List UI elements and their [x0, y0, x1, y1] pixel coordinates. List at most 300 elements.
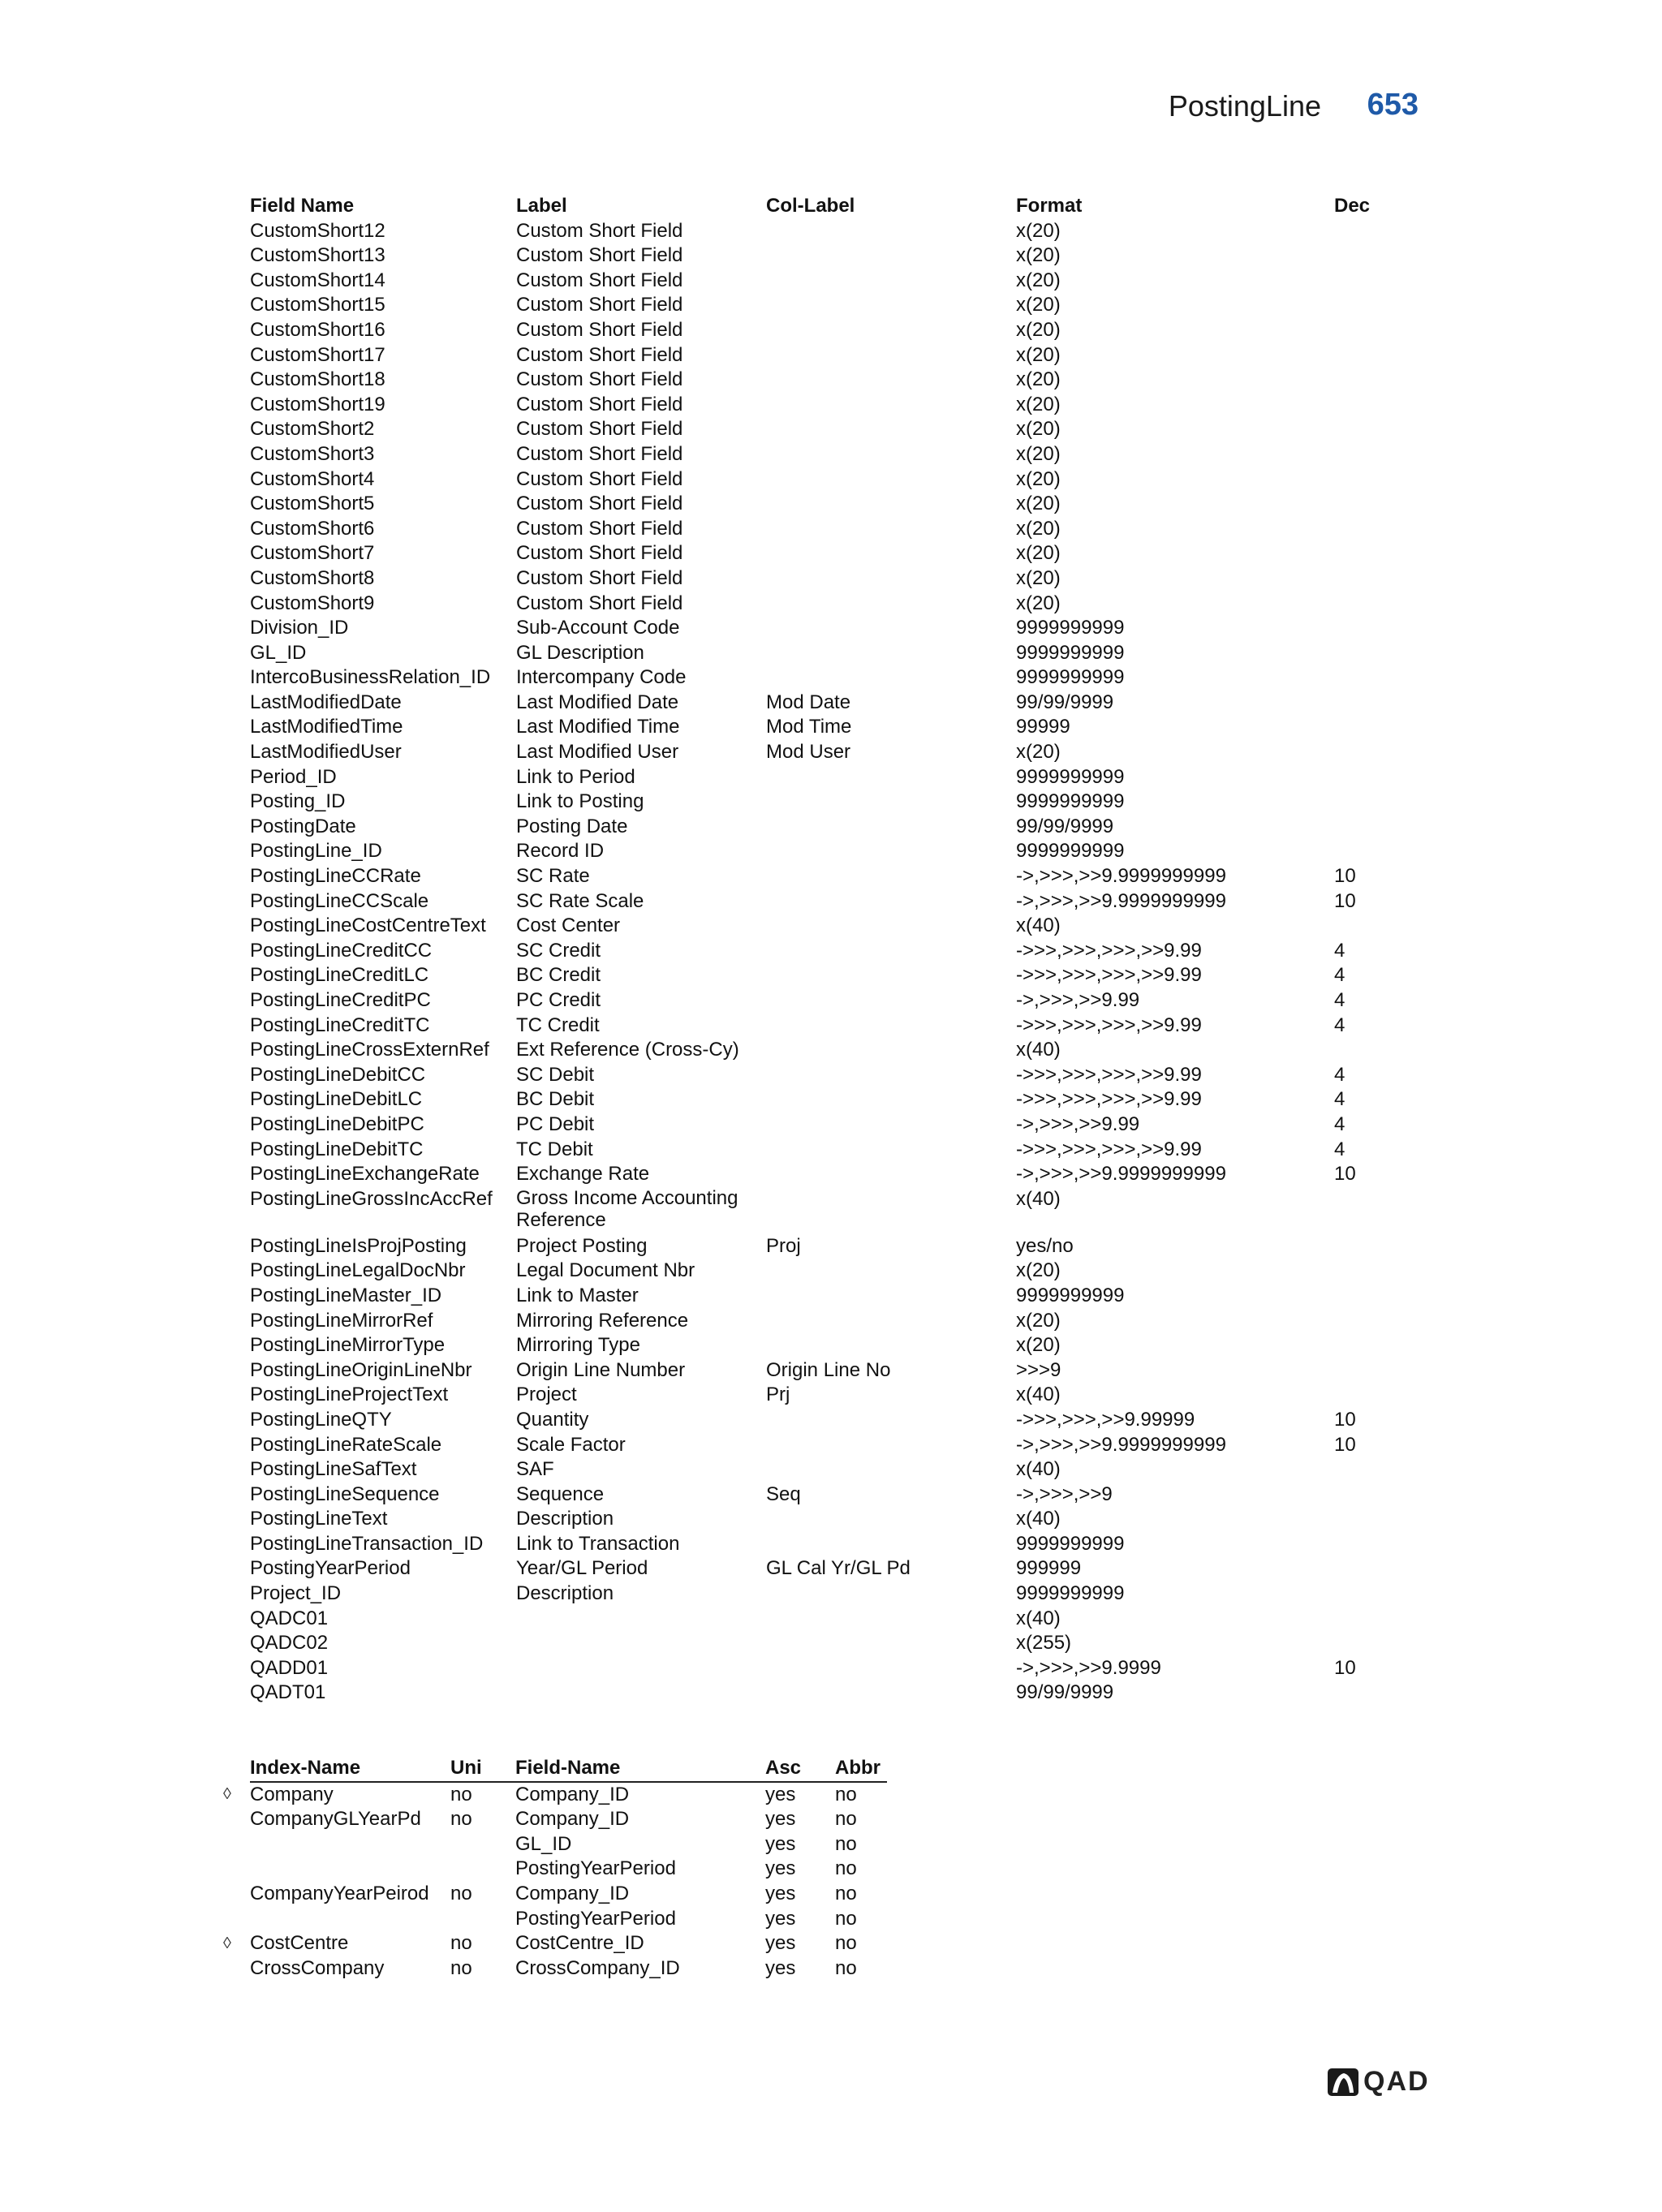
- col-label-cell: [766, 541, 1016, 566]
- table-row: [250, 740, 1399, 765]
- label-cell: Last Modified User: [516, 741, 679, 764]
- field-name-cell: PostingLineProjectText: [250, 1384, 449, 1406]
- qad-logo: [1328, 2066, 1430, 2098]
- dec-cell: [1334, 592, 1399, 617]
- dec-cell: [1334, 1607, 1399, 1632]
- table-row: [250, 715, 1399, 740]
- label-cell: Custom Short Field: [516, 368, 683, 391]
- field-name-cell: Company_ID: [515, 1882, 630, 1904]
- table-row: [250, 293, 1399, 318]
- dec-cell: 10: [1334, 1433, 1356, 1456]
- asc-cell: yes: [765, 1882, 796, 1904]
- abbr-cell: no: [835, 1932, 857, 1955]
- format-cell: x(40): [1016, 1508, 1061, 1530]
- format-cell: ->,>>>,>>9.99: [1016, 1112, 1140, 1135]
- dec-cell: [1334, 1631, 1399, 1656]
- col-label-cell: [766, 1532, 1016, 1557]
- col-label-cell: GL Cal Yr/GL Pd: [766, 1557, 911, 1580]
- field-name-cell: PostingLineSafText: [250, 1458, 417, 1481]
- dec-cell: [1334, 269, 1399, 294]
- format-cell: ->>>,>>>,>>>,>>9.99: [1016, 1088, 1202, 1111]
- format-cell: x(20): [1016, 566, 1061, 589]
- table-row: [250, 889, 1399, 914]
- label-cell: Posting Date: [516, 815, 628, 837]
- col-label-cell: [766, 665, 1016, 691]
- dec-cell: 4: [1334, 1138, 1346, 1160]
- table-row: [250, 1483, 1399, 1508]
- format-cell: 9999999999: [1016, 641, 1125, 664]
- col-label-cell: [766, 864, 1016, 889]
- col-label-cell: [766, 815, 1016, 840]
- col-label-cell: Prj: [766, 1384, 790, 1406]
- label-cell: TC Debit: [516, 1138, 593, 1160]
- column-header: Asc: [765, 1756, 835, 1782]
- label-cell: Last Modified Date: [516, 691, 679, 713]
- dec-cell: [1334, 417, 1399, 442]
- label-cell: Ext Reference (Cross-Cy): [516, 1039, 739, 1061]
- label-cell: Mirroring Type: [516, 1334, 640, 1357]
- format-cell: x(20): [1016, 269, 1061, 291]
- asc-cell: yes: [765, 1907, 796, 1930]
- format-cell: ->>>,>>>,>>>,>>9.99: [1016, 1063, 1202, 1086]
- format-cell: x(255): [1016, 1632, 1072, 1655]
- page-title: PostingLine: [1168, 89, 1321, 123]
- label-cell: PC Credit: [516, 989, 601, 1011]
- col-label-cell: [766, 269, 1016, 294]
- table-row: [250, 1681, 1399, 1706]
- format-cell: x(20): [1016, 1309, 1061, 1332]
- field-name-cell: CustomShort3: [250, 442, 375, 465]
- index-marker-icon: [223, 1832, 250, 1857]
- abbr-cell: no: [835, 1956, 857, 1979]
- label-cell: Custom Short Field: [516, 219, 683, 242]
- asc-cell: yes: [765, 1857, 796, 1880]
- format-cell: x(40): [1016, 1607, 1061, 1629]
- table-row: [250, 1187, 1399, 1234]
- abbr-cell: no: [835, 1832, 857, 1855]
- col-label-cell: [766, 1284, 1016, 1309]
- dec-cell: [1334, 1383, 1399, 1408]
- logo-text: QAD: [1363, 2066, 1430, 2097]
- label-cell: Link to Posting: [516, 790, 644, 813]
- format-cell: x(20): [1016, 1259, 1061, 1282]
- label-cell: Custom Short Field: [516, 517, 683, 540]
- label-cell: Description: [516, 1508, 614, 1530]
- format-cell: >>>9: [1016, 1358, 1061, 1381]
- dec-cell: 4: [1334, 989, 1346, 1011]
- dec-cell: [1334, 691, 1399, 716]
- field-name-cell: CustomShort18: [250, 368, 385, 391]
- dec-cell: 10: [1334, 1656, 1356, 1679]
- column-header: Uni: [450, 1756, 515, 1782]
- table-row: [250, 1284, 1399, 1309]
- field-name-cell: LastModifiedDate: [250, 691, 402, 713]
- table-row: [250, 790, 1399, 815]
- index-name-cell: Company: [250, 1783, 334, 1805]
- table-row: [250, 566, 1399, 592]
- format-cell: x(40): [1016, 1458, 1061, 1481]
- dec-cell: [1334, 368, 1399, 393]
- field-name-cell: PostingLineOriginLineNbr: [250, 1358, 472, 1381]
- label-cell: Custom Short Field: [516, 493, 683, 515]
- table-row: [250, 1162, 1399, 1187]
- table-row: [250, 1063, 1399, 1088]
- format-cell: ->>>,>>>,>>>,>>9.99: [1016, 939, 1202, 962]
- field-name-cell: CustomShort9: [250, 592, 375, 614]
- field-name-cell: Company_ID: [515, 1783, 630, 1805]
- marker-header: [223, 1756, 250, 1782]
- format-cell: 9999999999: [1016, 617, 1125, 639]
- table-row: [250, 1358, 1399, 1384]
- field-name-cell: PostingYearPeriod: [515, 1907, 676, 1930]
- field-name-cell: PostingLineLegalDocNbr: [250, 1259, 466, 1282]
- column-header: Label: [516, 195, 567, 217]
- field-name-cell: CrossCompany_ID: [515, 1956, 680, 1979]
- col-label-cell: [766, 368, 1016, 393]
- index-name-cell: CompanyYearPeirod: [250, 1882, 429, 1904]
- table-row: [250, 1383, 1399, 1408]
- table-row: [250, 517, 1399, 542]
- label-cell: Custom Short Field: [516, 592, 683, 614]
- col-label-cell: [766, 1187, 1016, 1234]
- format-cell: x(40): [1016, 1384, 1061, 1406]
- label-cell: Sequence: [516, 1483, 605, 1505]
- dec-cell: [1334, 1284, 1399, 1309]
- field-name-cell: CostCentre_ID: [515, 1932, 644, 1955]
- label-cell: Last Modified Time: [516, 716, 680, 738]
- field-name-cell: QADC01: [250, 1607, 329, 1629]
- dec-cell: 4: [1334, 1088, 1346, 1111]
- format-cell: 99999: [1016, 716, 1070, 738]
- col-label-cell: [766, 1582, 1016, 1607]
- dec-cell: [1334, 517, 1399, 542]
- field-name-cell: CustomShort16: [250, 318, 385, 341]
- label-cell: Description: [516, 1582, 614, 1605]
- table-row: [250, 393, 1399, 418]
- dec-cell: [1334, 641, 1399, 666]
- col-label-cell: [766, 293, 1016, 318]
- table-row: [250, 1607, 1399, 1632]
- uni-cell: no: [450, 1932, 472, 1955]
- format-cell: 99/99/9999: [1016, 1681, 1114, 1704]
- dec-cell: [1334, 1582, 1399, 1607]
- column-header: Dec: [1334, 195, 1371, 217]
- dec-cell: [1334, 914, 1399, 939]
- col-label-cell: [766, 1038, 1016, 1063]
- col-label-cell: [766, 592, 1016, 617]
- dec-cell: [1334, 1507, 1399, 1532]
- format-cell: 999999: [1016, 1557, 1082, 1580]
- field-name-cell: CustomShort17: [250, 343, 385, 366]
- format-cell: 9999999999: [1016, 765, 1125, 788]
- field-name-cell: GL_ID: [250, 641, 307, 664]
- table-row: [250, 1433, 1399, 1458]
- format-cell: x(40): [1016, 1187, 1061, 1210]
- abbr-cell: no: [835, 1783, 857, 1805]
- label-cell: SC Debit: [516, 1063, 595, 1086]
- col-label-cell: [766, 343, 1016, 368]
- field-name-cell: CustomShort4: [250, 467, 375, 490]
- table-row: [250, 1013, 1399, 1039]
- format-cell: x(40): [1016, 1039, 1061, 1061]
- dec-cell: 10: [1334, 1163, 1356, 1186]
- field-name-cell: Period_ID: [250, 765, 337, 788]
- field-name-cell: PostingLineIsProjPosting: [250, 1234, 467, 1257]
- table-row: [223, 1782, 887, 1808]
- col-label-cell: [766, 1656, 1016, 1681]
- format-cell: ->,>>>,>>9.9999999999: [1016, 1433, 1226, 1456]
- index-name-cell: [250, 1857, 450, 1882]
- field-name-cell: QADC02: [250, 1632, 329, 1655]
- field-name-cell: PostingLineDebitCC: [250, 1063, 426, 1086]
- table-row: [250, 1532, 1399, 1557]
- field-name-cell: PostingLineCostCentreText: [250, 914, 486, 937]
- field-name-cell: Project_ID: [250, 1582, 342, 1605]
- field-name-cell: PostingLineCreditLC: [250, 964, 429, 987]
- table-row: [250, 467, 1399, 493]
- format-cell: ->>>,>>>,>>>,>>9.99: [1016, 1138, 1202, 1160]
- col-label-cell: [766, 566, 1016, 592]
- uni-cell: [450, 1907, 515, 1932]
- col-label-cell: [766, 467, 1016, 493]
- col-label-cell: Mod Date: [766, 691, 851, 713]
- table-row: [250, 765, 1399, 790]
- format-cell: ->>>,>>>,>>>,>>9.99: [1016, 964, 1202, 987]
- label-cell: Exchange Rate: [516, 1163, 650, 1186]
- table-row: [250, 1631, 1399, 1656]
- label-cell: Sub-Account Code: [516, 617, 680, 639]
- field-name-cell: LastModifiedUser: [250, 741, 402, 764]
- dec-cell: [1334, 293, 1399, 318]
- field-name-cell: PostingLineCrossExternRef: [250, 1039, 489, 1061]
- page-number: 653: [1367, 88, 1419, 122]
- dec-cell: [1334, 1259, 1399, 1284]
- dec-cell: 10: [1334, 865, 1356, 888]
- field-name-cell: PostingLineQTY: [250, 1408, 392, 1431]
- format-cell: 9999999999: [1016, 666, 1125, 689]
- format-cell: ->,>>>,>>9.99: [1016, 989, 1140, 1011]
- field-name-cell: CustomShort2: [250, 418, 375, 441]
- col-label-cell: [766, 963, 1016, 988]
- col-label-cell: [766, 1607, 1016, 1632]
- field-name-cell: PostingLineCreditPC: [250, 989, 431, 1011]
- field-name-cell: PostingLineDebitTC: [250, 1138, 424, 1160]
- table-row: [250, 1556, 1399, 1582]
- format-cell: x(20): [1016, 741, 1061, 764]
- index-marker-icon: [223, 1907, 250, 1932]
- fields-table: [250, 194, 1399, 1706]
- label-cell: SAF: [516, 1458, 554, 1481]
- col-label-cell: [766, 1457, 1016, 1483]
- format-cell: x(20): [1016, 592, 1061, 614]
- field-name-cell: PostingLineExchangeRate: [250, 1163, 480, 1186]
- abbr-cell: no: [835, 1857, 857, 1880]
- table-row: [250, 541, 1399, 566]
- column-header: Abbr: [835, 1756, 887, 1782]
- field-name-cell: PostingLineCCScale: [250, 889, 429, 912]
- field-name-cell: PostingLineCreditTC: [250, 1013, 430, 1036]
- table-row: [250, 318, 1399, 343]
- dec-cell: [1334, 765, 1399, 790]
- label-cell: Custom Short Field: [516, 318, 683, 341]
- field-name-cell: LastModifiedTime: [250, 716, 403, 738]
- table-row: [250, 1234, 1399, 1259]
- dec-cell: 4: [1334, 1112, 1346, 1135]
- label-cell: Legal Document Nbr: [516, 1259, 695, 1282]
- table-row: [250, 343, 1399, 368]
- asc-cell: yes: [765, 1932, 796, 1955]
- column-header: Format: [1016, 195, 1083, 217]
- format-cell: x(20): [1016, 368, 1061, 391]
- label-cell: Custom Short Field: [516, 269, 683, 291]
- index-marker-icon: ◊: [223, 1934, 231, 1953]
- col-label-cell: [766, 1259, 1016, 1284]
- table-row: [250, 368, 1399, 393]
- field-name-cell: PostingDate: [250, 815, 356, 837]
- column-header: Index-Name: [250, 1756, 450, 1782]
- field-name-cell: CustomShort14: [250, 269, 385, 291]
- label-cell: Link to Transaction: [516, 1532, 680, 1555]
- field-name-cell: PostingLineMaster_ID: [250, 1284, 442, 1306]
- field-name-cell: PostingLineDebitPC: [250, 1112, 424, 1135]
- field-name-cell: CustomShort8: [250, 566, 375, 589]
- format-cell: 9999999999: [1016, 1284, 1125, 1306]
- asc-cell: yes: [765, 1808, 796, 1831]
- dec-cell: [1334, 442, 1399, 467]
- col-label-cell: [766, 1013, 1016, 1039]
- format-cell: 9999999999: [1016, 840, 1125, 863]
- dec-cell: [1334, 1187, 1399, 1234]
- qad-logo-icon: [1328, 2068, 1358, 2096]
- table-row: [250, 815, 1399, 840]
- label-cell: Custom Short Field: [516, 566, 683, 589]
- format-cell: ->,>>>,>>9.9999: [1016, 1656, 1161, 1679]
- dec-cell: 10: [1334, 889, 1356, 912]
- format-cell: 9999999999: [1016, 1582, 1125, 1605]
- label-cell: TC Credit: [516, 1013, 600, 1036]
- col-label-cell: [766, 442, 1016, 467]
- dec-cell: 4: [1334, 964, 1346, 987]
- uni-cell: no: [450, 1808, 472, 1831]
- col-label-cell: [766, 1309, 1016, 1334]
- field-name-cell: PostingLineGrossIncAccRef: [250, 1187, 493, 1210]
- col-label-cell: [766, 1112, 1016, 1138]
- index-name-cell: [250, 1907, 450, 1932]
- table-row: [250, 1656, 1399, 1681]
- format-cell: x(20): [1016, 517, 1061, 540]
- col-label-cell: [766, 839, 1016, 864]
- index-marker-icon: ◊: [223, 1785, 231, 1804]
- col-label-cell: [766, 1063, 1016, 1088]
- field-name-cell: PostingLineDebitLC: [250, 1088, 423, 1111]
- dec-cell: [1334, 1309, 1399, 1334]
- col-label-cell: [766, 1138, 1016, 1163]
- label-cell: Intercompany Code: [516, 666, 687, 689]
- index-marker-icon: [223, 1807, 250, 1832]
- field-name-cell: CustomShort6: [250, 517, 375, 540]
- col-label-cell: Mod User: [766, 741, 851, 764]
- index-name-cell: CrossCompany: [250, 1956, 385, 1979]
- col-label-cell: [766, 1087, 1016, 1112]
- label-cell: Custom Short Field: [516, 418, 683, 441]
- label-cell: SC Credit: [516, 939, 601, 962]
- table-row: [250, 1408, 1399, 1433]
- table-row: [250, 592, 1399, 617]
- dec-cell: [1334, 839, 1399, 864]
- format-cell: 99/99/9999: [1016, 691, 1114, 713]
- table-row: [250, 1507, 1399, 1532]
- field-name-cell: Division_ID: [250, 617, 349, 639]
- table-row: [250, 442, 1399, 467]
- column-header: Col-Label: [766, 195, 855, 217]
- label-cell: PC Debit: [516, 1112, 595, 1135]
- col-label-cell: Origin Line No: [766, 1358, 891, 1381]
- col-label-cell: [766, 641, 1016, 666]
- abbr-cell: no: [835, 1808, 857, 1831]
- field-name-cell: PostingYearPeriod: [250, 1557, 411, 1580]
- label-cell: BC Debit: [516, 1088, 595, 1111]
- label-cell: Gross Income Accounting Reference: [516, 1186, 738, 1231]
- dec-cell: [1334, 467, 1399, 493]
- label-cell: Record ID: [516, 840, 605, 863]
- field-name-cell: QADD01: [250, 1656, 329, 1679]
- dec-cell: [1334, 715, 1399, 740]
- dec-cell: [1334, 1681, 1399, 1706]
- format-cell: x(20): [1016, 343, 1061, 366]
- table-row: [223, 1956, 887, 1982]
- abbr-cell: no: [835, 1882, 857, 1904]
- label-cell: [516, 1681, 766, 1706]
- label-cell: GL Description: [516, 641, 644, 664]
- dec-cell: [1334, 665, 1399, 691]
- col-label-cell: [766, 1433, 1016, 1458]
- col-label-cell: [766, 1631, 1016, 1656]
- col-label-cell: [766, 616, 1016, 641]
- table-row: [250, 641, 1399, 666]
- col-label-cell: [766, 1681, 1016, 1706]
- dec-cell: [1334, 393, 1399, 418]
- uni-cell: no: [450, 1783, 472, 1805]
- dec-cell: [1334, 1457, 1399, 1483]
- label-cell: Project: [516, 1384, 577, 1406]
- table-row: [250, 988, 1399, 1013]
- col-label-cell: [766, 914, 1016, 939]
- col-label-cell: [766, 988, 1016, 1013]
- format-cell: ->,>>>,>>9.9999999999: [1016, 865, 1226, 888]
- label-cell: Custom Short Field: [516, 343, 683, 366]
- label-cell: SC Rate Scale: [516, 889, 644, 912]
- dec-cell: [1334, 243, 1399, 269]
- label-cell: Custom Short Field: [516, 542, 683, 565]
- format-cell: x(20): [1016, 393, 1061, 415]
- label-cell: [516, 1607, 766, 1632]
- uni-cell: no: [450, 1882, 472, 1904]
- field-name-cell: CustomShort15: [250, 294, 385, 316]
- field-name-cell: CustomShort19: [250, 393, 385, 415]
- field-name-cell: CustomShort12: [250, 219, 385, 242]
- table-row: [250, 1112, 1399, 1138]
- field-name-cell: CustomShort5: [250, 493, 375, 515]
- format-cell: 9999999999: [1016, 790, 1125, 813]
- dec-cell: [1334, 1234, 1399, 1259]
- format-cell: x(40): [1016, 914, 1061, 937]
- table-row: [223, 1857, 887, 1882]
- label-cell: Link to Period: [516, 765, 635, 788]
- label-cell: Mirroring Reference: [516, 1309, 689, 1332]
- dec-cell: [1334, 1333, 1399, 1358]
- label-cell: Link to Master: [516, 1284, 639, 1306]
- uni-cell: [450, 1832, 515, 1857]
